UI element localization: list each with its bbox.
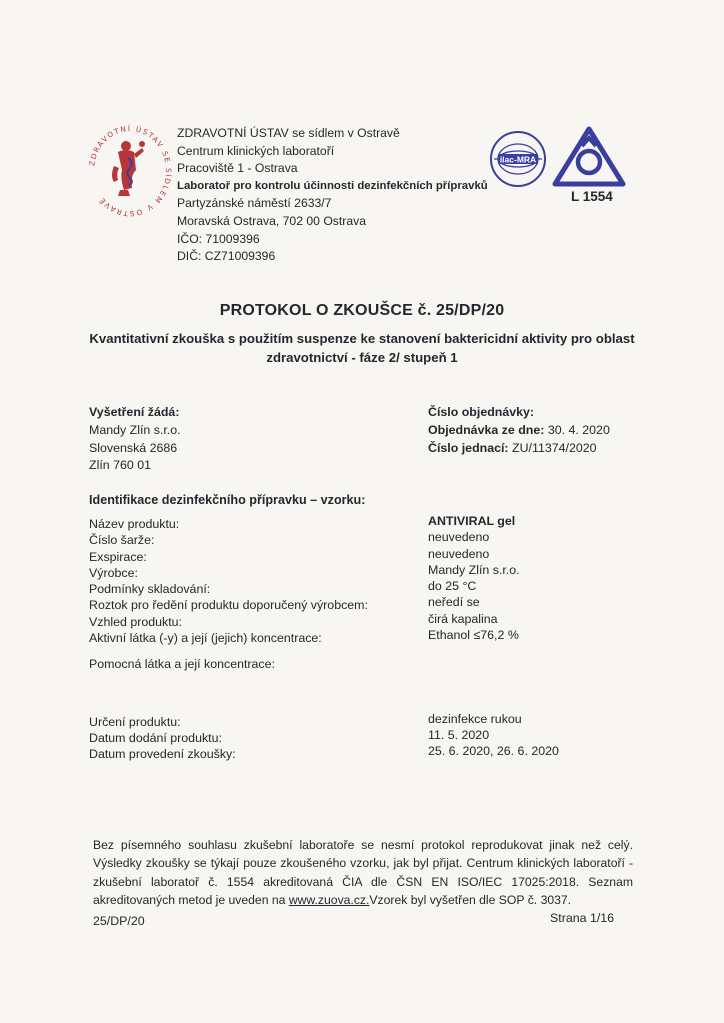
field-labels-2 xyxy=(89,714,236,763)
client-city: Zlín 760 01 xyxy=(89,458,151,473)
subtitle-line-2: zdravotnictví - fáze 2/ stupeň 1 xyxy=(266,350,458,365)
field-label: Vzhled produktu: xyxy=(89,614,182,629)
field-label: Datum provedení zkoušky: xyxy=(89,747,236,762)
institute-logo xyxy=(84,118,176,224)
order-ref-label: Číslo jednací: xyxy=(428,440,509,455)
center-name: Centrum klinických laboratoří xyxy=(177,143,335,158)
client-street: Slovenská 2686 xyxy=(89,440,178,455)
street-address: Partyzánské náměstí 2633/7 xyxy=(177,196,332,211)
ilac-mra-logo xyxy=(488,129,548,189)
accreditation-number: L 1554 xyxy=(571,189,613,204)
field-label: Podmínky skladování: xyxy=(89,582,211,597)
product-name-value: ANTIVIRAL gel xyxy=(428,514,516,528)
institute-name: ZDRAVOTNÍ ÚSTAV se sídlem v Ostravě xyxy=(177,126,400,140)
helper-substance-label: Pomocná látka a její koncentrace: xyxy=(89,657,275,671)
svg-text:ZDRAVOTNÍ ÚSTAV SE SÍDLEM V OS: ZDRAVOTNÍ ÚSTAV SE SÍDLEM V OSTRAVĚ xyxy=(87,123,174,219)
field-values-2 xyxy=(428,711,559,760)
field-value: Mandy Zlín s.r.o. xyxy=(428,562,520,577)
order-block xyxy=(428,404,610,457)
order-date-label: Objednávka ze dne: xyxy=(428,422,545,437)
order-number-label: Číslo objednávky: xyxy=(428,405,535,419)
page-number: Strana 1/16 xyxy=(550,911,615,925)
protocol-subtitle xyxy=(60,329,664,367)
field-label: Určení produktu: xyxy=(89,715,181,729)
dic-number: DIČ: CZ71009396 xyxy=(177,249,276,264)
field-label: Název produktu: xyxy=(89,517,180,531)
footer-protocol-ref: 25/DP/20 xyxy=(93,914,145,928)
workplace: Pracoviště 1 - Ostrava xyxy=(177,161,298,176)
field-value: Ethanol ≤76,2 % xyxy=(428,628,519,643)
notice-text-1: Bez písemného souhlasu zkušební laboratoře se nesmí protokol reprodukovat jinak než celý. Výsledky zkoušky se týkají pouze zkoušeného vzorku, jak byl přijat. Centrum klinických laboratoří - zkušební laboratoř č. 1554 akreditovaná ČIA dle ČSN EN ISO/IEC 17025:2018. Seznam akreditovaných metod je uveden na xyxy=(93,838,633,908)
field-label: Exspirace: xyxy=(89,549,147,564)
field-label: Roztok pro ředění produktu doporučený výrobcem: xyxy=(89,598,368,613)
field-label: Aktivní látka (-y) a její (jejich) koncentrace: xyxy=(89,631,322,646)
field-value: neuvedeno xyxy=(428,530,490,545)
field-value: 11. 5. 2020 xyxy=(428,728,490,743)
lab-name: Laboratoř pro kontrolu účinnosti dezinfekčních přípravků xyxy=(177,179,488,192)
client-block xyxy=(89,404,181,475)
city-address: Moravská Ostrava, 702 00 Ostrava xyxy=(177,213,366,228)
field-value: do 25 °C xyxy=(428,579,477,594)
reproduction-notice xyxy=(93,836,633,910)
svg-text:ilac-MRA: ilac-MRA xyxy=(499,154,537,165)
field-label: Výrobce: xyxy=(89,565,138,580)
client-heading: Vyšetření žádá: xyxy=(89,405,180,419)
field-label: Číslo šarže: xyxy=(89,533,155,548)
order-date-value: 30. 4. 2020 xyxy=(547,422,610,437)
client-name: Mandy Zlín s.r.o. xyxy=(89,422,181,437)
protocol-title: PROTOKOL O ZKOUŠCE č. 25/DP/20 xyxy=(219,302,505,319)
identification-heading: Identifikace dezinfekčního přípravku – vzorku: xyxy=(89,493,366,507)
field-label: Datum dodání produktu: xyxy=(89,731,222,746)
field-labels xyxy=(89,516,368,646)
field-value: dezinfekce rukou xyxy=(428,712,522,726)
subtitle-line-1: Kvantitativní zkouška s použitím suspenze ke stanovení baktericidní aktivity pro oblast xyxy=(89,331,635,346)
institute-address-block xyxy=(177,125,488,266)
field-value: neředí se xyxy=(428,595,480,610)
website-link[interactable]: www.zuova.cz. xyxy=(288,893,370,908)
notice-text-2: Vzorek byl vyšetřen dle SOP č. 3037. xyxy=(369,893,572,908)
order-ref-value: ZU/11374/2020 xyxy=(512,440,597,455)
field-value: neuvedeno xyxy=(428,546,490,561)
accreditation-logo xyxy=(552,126,626,188)
field-values xyxy=(428,513,520,643)
field-value: 25. 6. 2020, 26. 6. 2020 xyxy=(428,744,559,759)
field-value: čirá kapalina xyxy=(428,611,498,626)
ico-number: IČO: 71009396 xyxy=(177,231,260,246)
